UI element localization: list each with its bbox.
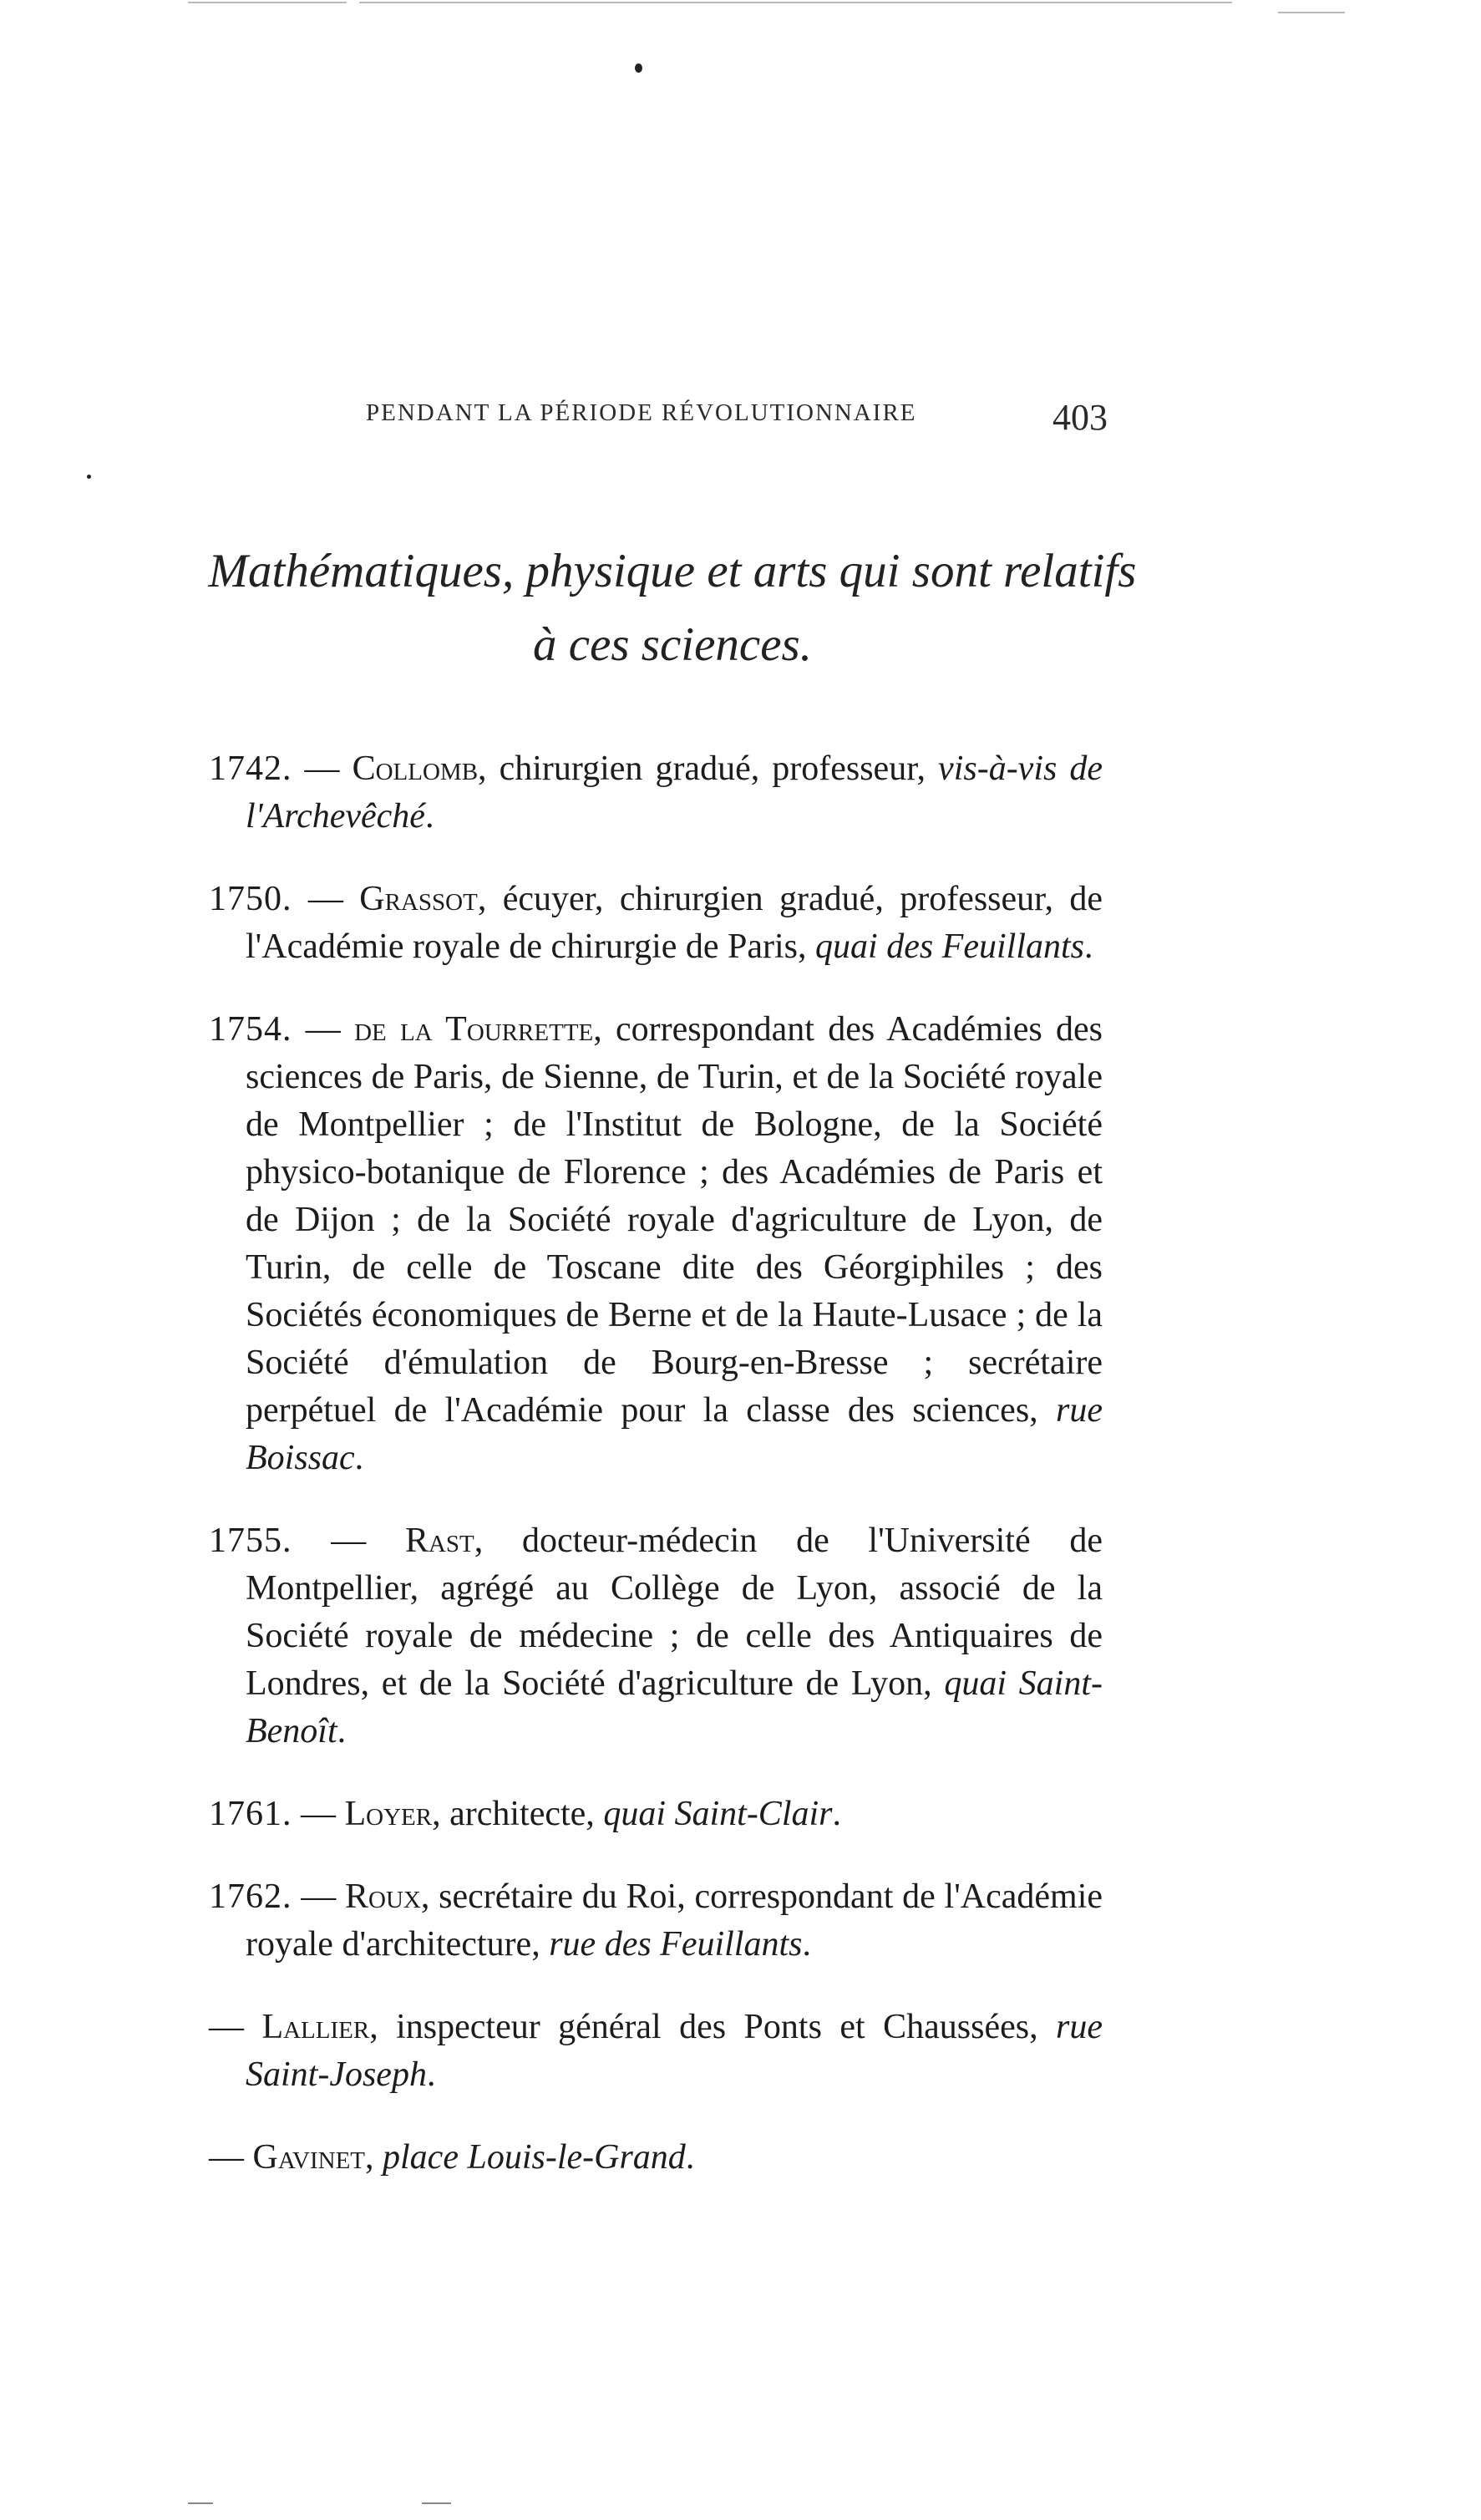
member-address: rue Saint-Joseph <box>246 2008 1103 2094</box>
list-item: 1761. — Loyer, architecte, quai Saint-Clair. <box>209 1795 842 1833</box>
member-address: rue Boissac <box>246 1391 1103 1477</box>
entry-end: . <box>426 2055 436 2094</box>
member-description: , architecte, <box>432 1795 604 1833</box>
entry-year: 1742. <box>209 749 292 788</box>
member-description: , écuyer, chirurgien gradué, professeur, de l'Académie royale de chirurgie de Paris, <box>246 880 1103 966</box>
member-address: rue des Feuillants <box>549 1925 803 1964</box>
entry-end: . <box>337 1712 347 1750</box>
section-heading-line: Mathématiques, physique et arts qui sont relatifs <box>208 545 1137 597</box>
member-name: Loyer <box>344 1795 433 1833</box>
member-description: , chirurgien gradué, professeur, <box>478 749 939 788</box>
entry-year: 1762. <box>209 1877 292 1916</box>
entry-end: . <box>424 797 434 836</box>
member-name: Roux <box>345 1877 421 1916</box>
member-name: de la Tourrette <box>354 1010 594 1049</box>
entry-end: . <box>802 1925 811 1964</box>
member-description: , inspecteur général des Ponts et Chaussées, <box>369 2008 1056 2046</box>
member-address: place Louis-le-Grand <box>383 2138 686 2177</box>
member-address: quai Saint-Clair <box>603 1795 833 1833</box>
member-address: quai Saint-Benoît <box>246 1664 1103 1750</box>
section-heading-line: à ces sciences. <box>533 618 812 671</box>
member-name: Rast <box>404 1522 474 1560</box>
member-address: vis-à-vis de l'Archevêché <box>246 749 1103 836</box>
entry-year: 1761. <box>209 1795 292 1833</box>
bottom-scan-rule <box>188 2502 213 2504</box>
member-description: , correspondant des Académies des sciences de Paris, de Sienne, de Turin, et de la Société royale de Montpellier ; de l'Institut de Bologne, de la Société physico-botanique de Florence ; des Académies de Paris et de Dijon ; de la Société royale d'agriculture de Lyon, de Turin, de celle de Toscane dite des Géorgiphiles ; des Sociétés économiques de Berne et de la Haute-Lusace ; de la Société d'émulation de Bourg-en-Bresse ; secrétaire perpétuel de l'Académie pour la classe des sciences, <box>246 1010 1103 1430</box>
ink-speck <box>87 475 91 479</box>
entry-end: . <box>832 1795 842 1833</box>
member-description: , secrétaire du Roi, correspondant de l'Académie royale d'architecture, <box>246 1877 1103 1964</box>
member-name: Gavinet <box>252 2138 366 2177</box>
page-number: 403 <box>1052 397 1108 438</box>
entry-end: . <box>685 2138 695 2177</box>
list-item: 1762. — Roux, secrétaire du Roi, correspondant de l'Académie royale d'architecture, rue des Feuillants. <box>209 1877 1103 1964</box>
list-item: — Gavinet, place Louis-le-Grand. <box>209 2138 695 2177</box>
list-item: 1754. — de la Tourrette, correspondant des Académies des sciences de Paris, de Sienne, de Turin, et de la Société royale de Montpellier ; de l'Institut de Bologne, de la Société physico-botanique de Florence ; des Académies de Paris et de Dijon ; de la Société royale d'agriculture de Lyon, de Turin, de celle de Toscane dite des Géorgiphiles ; des Sociétés économiques de Berne et de la Haute-Lusace ; de la Société d'émulation de Bourg-en-Bresse ; secrétaire perpétuel de l'Académie pour la classe des sciences, rue Boissac. <box>209 1010 1103 1477</box>
running-title: PENDANT LA PÉRIODE RÉVOLUTIONNAIRE <box>366 399 917 426</box>
member-description: , <box>365 2138 383 2177</box>
member-name: Collomb <box>352 749 479 788</box>
entry-year: 1755. <box>209 1522 292 1560</box>
list-item: — Lallier, inspecteur général des Ponts et Chaussées, rue Saint-Joseph. <box>209 2008 1103 2094</box>
section-heading <box>192 535 1153 682</box>
member-description: , docteur-médecin de l'Université de Montpellier, agrégé au Collège de Lyon, associé de la Société royale de médecine ; de celle des Antiquaires de Londres, et de la Société d'agriculture de Lyon, <box>246 1522 1103 1703</box>
member-name: Lallier <box>261 2008 370 2046</box>
entry-year: 1750. <box>209 880 292 918</box>
entry-end: . <box>354 1439 364 1477</box>
member-name: Grassot <box>359 880 478 918</box>
top-scan-rule-left <box>188 2 347 3</box>
entry-end: . <box>1084 927 1093 966</box>
list-item: 1755. — Rast, docteur-médecin de l'Université de Montpellier, agrégé au Collège de Lyon, associé de la Société royale de médecine ; de celle des Antiquaires de Londres, et de la Société d'agriculture de Lyon, quai Saint-Benoît. <box>209 1522 1103 1750</box>
member-address: quai des Feuillants <box>815 927 1085 966</box>
member-list <box>209 710 1103 2197</box>
entry-year: 1754. <box>209 1010 292 1049</box>
ink-speck <box>635 64 642 73</box>
list-item: 1750. — Grassot, écuyer, chirurgien gradué, professeur, de l'Académie royale de chirurgie de Paris, quai des Feuillants. <box>209 880 1103 966</box>
top-scan-rule-main <box>359 2 1232 3</box>
bottom-scan-rule <box>422 2502 451 2504</box>
top-scan-rule-right <box>1278 12 1345 13</box>
list-item: 1742. — Collomb, chirurgien gradué, professeur, vis-à-vis de l'Archevêché. <box>209 749 1103 836</box>
